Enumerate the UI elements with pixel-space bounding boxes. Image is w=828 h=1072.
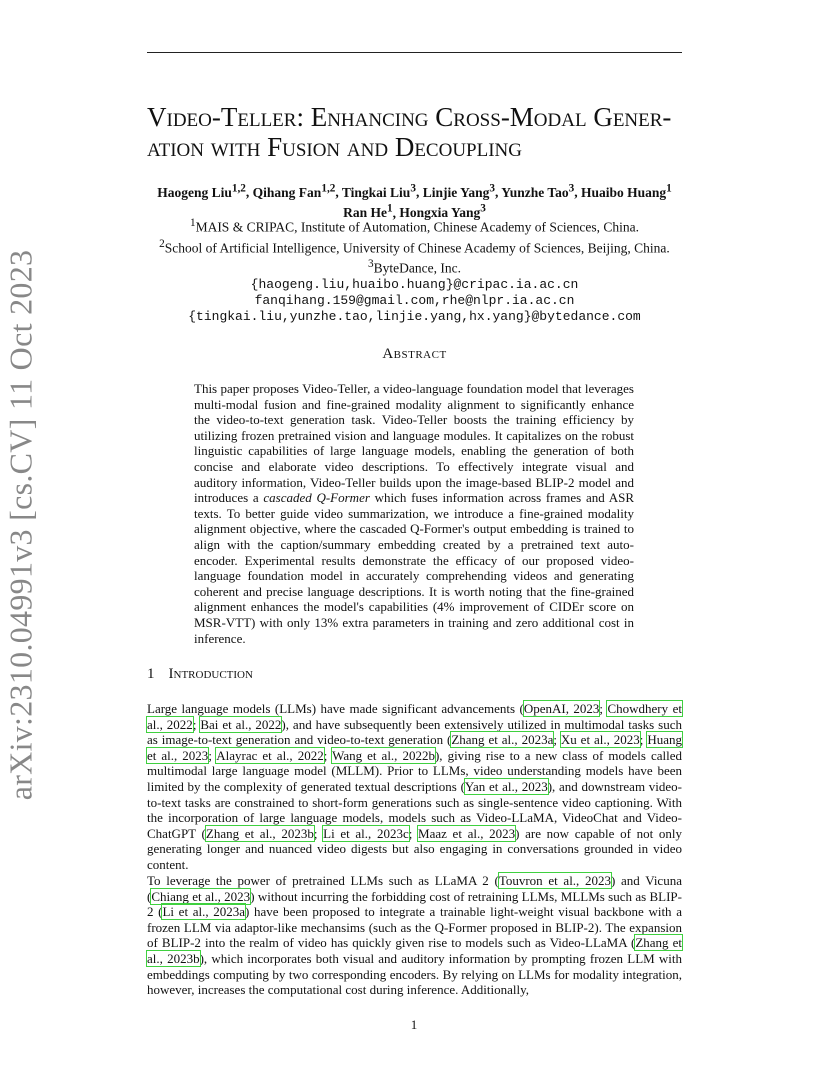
arxiv-identifier[interactable]: arXiv:2310.04991v3 [cs.CV] 11 Oct 2023 — [2, 249, 39, 801]
citation-link[interactable]: Li et al., 2023c — [323, 825, 409, 841]
citation-link[interactable]: Touvron et al., 2023 — [498, 873, 611, 888]
citation-link[interactable]: Li et al., 2023a — [162, 904, 246, 920]
page-number: 1 — [410, 1017, 418, 1032]
author-line-2: Ran He$^1$, Hongxia Yang$^3$ — [343, 202, 486, 220]
author-line-1: Haogeng Liu$^{1,2}$, Qihang Fan$^{1,2}$, Tingkai Liu$^3$, Linjie Yang$^3$, Yunzhe Tao$^3$, Huaibo Huang$^1$ — [157, 182, 672, 200]
section-number: 1 — [147, 666, 155, 682]
author: Ran He$^1$ — [343, 202, 393, 220]
email-line-2[interactable]: fanqihang.159@gmail.com,rhe@nlpr.ia.ac.cn — [254, 292, 575, 308]
title-line-2: ation with Fusion and Decoupling — [147, 132, 522, 162]
author: Huaibo Huang$^1$ — [581, 182, 672, 200]
citation-link[interactable]: Zhang et al., 2023a — [451, 732, 554, 748]
citation-link[interactable]: Zhang et al., 2023b — [147, 935, 682, 966]
section-heading-introduction — [147, 666, 253, 683]
author: Haogeng Liu$^{1,2}$ — [157, 182, 246, 200]
author: Qihang Fan$^{1,2}$ — [252, 182, 336, 200]
author: Tingkai Liu$^3$ — [341, 182, 416, 200]
abstract-heading: Abstract — [382, 346, 447, 362]
affiliation-1: $^1$MAIS & CRIPAC, Institute of Automation, Chinese Academy of Sciences, China. — [189, 217, 640, 235]
citation-link[interactable]: OpenAI, 2023 — [523, 701, 600, 716]
affiliations — [147, 215, 682, 325]
citation-link[interactable]: Chowdhery et al., 2022 — [147, 701, 682, 732]
citation-link[interactable]: Xu et al., 2023 — [560, 732, 640, 748]
citation-link[interactable]: Yan et al., 2023 — [464, 778, 548, 794]
top-rule — [147, 52, 682, 53]
citation-link[interactable]: Maaz et al., 2023 — [418, 825, 516, 841]
intro-paragraph-2: To leverage the power of pretrained LLMs such as LLaMA 2 (Touvron et al., 2023) and Vicuna (Chiang et al., 2023) without incurring the forbidding cost of retraining LLMs, MLLMs such as BLIP-2 (Li et al., 2023a) have been proposed to integrate a trainable light-weight visual backbone with a frozen LLM via adaptor-like mechansims (such as the Q-Former proposed in BLIP-2). The expansion of BLIP-2 into the realm of video has quickly given rise to models such as Video-LLaMA (Zhang et al., 2023b), which incorporates both visual and auditory information by prompting frozen LLM with embeddings computing by two corresponding encoders. By relying on LLMs for modality integration, however, increases the computational cost during inference. Additionally, — [147, 873, 682, 998]
abstract-body: This paper proposes Video-Teller, a video-language foundation model that leverages multi-modal fusion and fine-grained modality alignment to significantly enhance the video-to-text generation task. Video-Teller boosts the training efficiency by utilizing frozen pretrained vision and language modules. It capitalizes on the robust linguistic capabilities of large language models, enabling the generation of both concise and elaborate video descriptions. To effectively integrate visual and auditory information, Video-Teller builds upon the image-based BLIP-2 model and introduces a cascaded Q-Former which fuses information across frames and ASR texts. To better guide video summarization, we introduce a fine-grained modality alignment objective, where the cascaded Q-Former's output embedding is trained to align with the caption/summary embedding created by a pretrained text auto-encoder. Experimental results demonstrate the efficacy of our proposed video-language foundation model in accurately comprehending videos and generating coherent and precise language descriptions. It is worth noting that the fine-grained alignment enhances the model's capabilities (4% improvement of CIDEr score on MSR-VTT) with only 13% extra parameters in training and zero additional cost in inference. — [194, 381, 635, 646]
paper-title — [147, 102, 707, 162]
email-line-1[interactable]: {haogeng.liu,huaibo.huang}@cripac.ia.ac.cn — [250, 276, 579, 292]
affiliation-2: $^2$School of Artificial Intelligence, University of Chinese Academy of Sciences, Beijing, China. — [159, 237, 670, 255]
citation-link[interactable]: Chiang et al., 2023 — [151, 888, 251, 904]
author: Linjie Yang$^3$ — [422, 182, 495, 200]
title-line-1: Video-Teller: Enhancing Cross-Modal Gener- — [147, 102, 672, 132]
citation-link[interactable]: Zhang et al., 2023b — [205, 825, 314, 841]
arxiv-side-stamp — [0, 0, 42, 1072]
citation-link[interactable]: Bai et al., 2022 — [200, 716, 282, 732]
citation-link[interactable]: Wang et al., 2022b — [332, 747, 435, 763]
citation-link[interactable]: Alayrac et al., 2022 — [216, 747, 324, 763]
citation-link[interactable]: Huang et al., 2023 — [147, 732, 682, 763]
author: Yunzhe Tao$^3$ — [501, 182, 575, 200]
email-line-3[interactable]: {tingkai.liu,yunzhe.tao,linjie.yang,hx.yang}@bytedance.com — [188, 308, 641, 324]
author: Hongxia Yang$^3$ — [399, 202, 486, 220]
section-title: Introduction — [168, 666, 253, 682]
affiliation-3: $^3$ByteDance, Inc. — [368, 258, 461, 276]
intro-paragraph-1: Large language models (LLMs) have made significant advancements (OpenAI, 2023; Chowdhery et al., 2022; Bai et al., 2022), and have subsequently been extensively utilized in multimodal tasks such as image-to-text generation and video-to-text generation (Zhang et al., 2023a; Xu et al., 2023; Huang et al., 2023; Alayrac et al., 2022; Wang et al., 2022b), giving rise to a new class of models called multimodal large language model (MLLM). Prior to LLMs, video understanding models have been limited by the complexity of generated textual descriptions (Yan et al., 2023), and downstream video-to-text tasks are constrained to short-form generations such as single-sentence video captioning. With the incorporation of large language models, models such as Video-LLaMA, VideoChat and Video-ChatGPT (Zhang et al., 2023b; Li et al., 2023c; Maaz et al., 2023) are now capable of not only generating longer and nuanced video digests but also engaging in conversations grounded in video content. — [147, 701, 683, 872]
